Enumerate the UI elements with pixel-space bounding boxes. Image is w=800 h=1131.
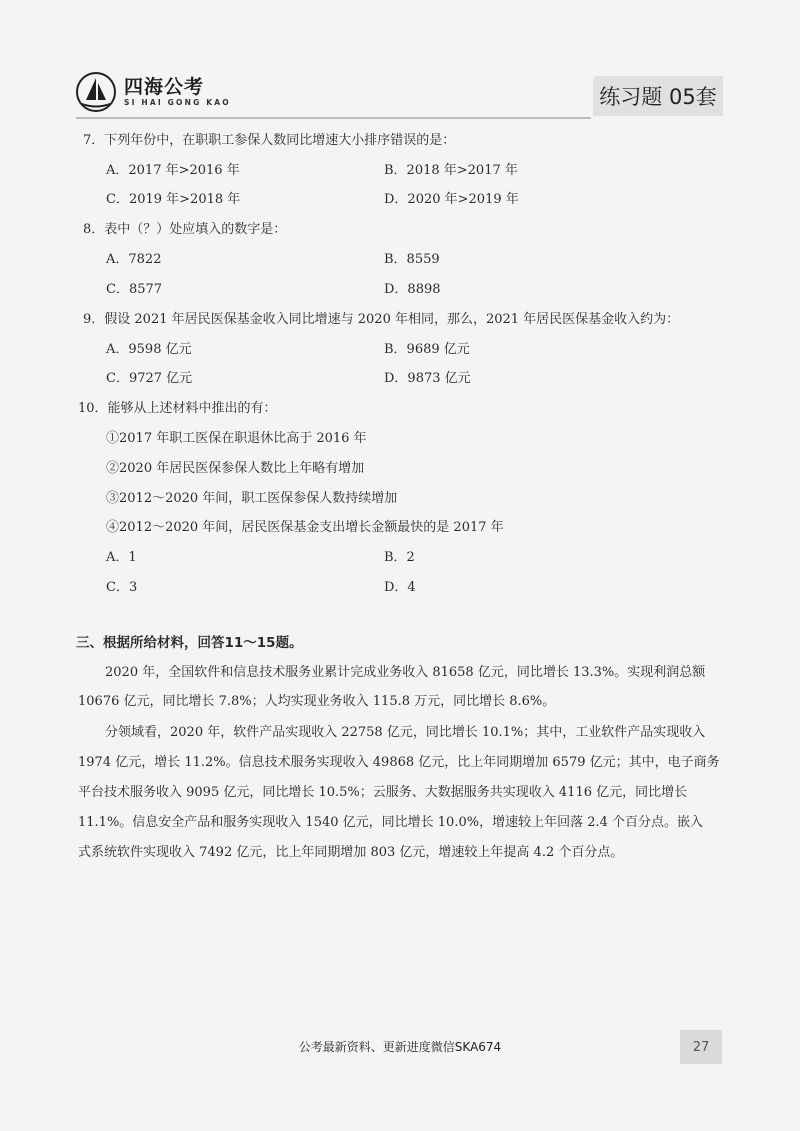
question-10-statement-2: ②2020 年居民医保参保人数比上年略有增加 [106, 461, 365, 476]
question-10-statement-3: ③2012～2020 年间，职工医保参保人数持续增加 [106, 491, 398, 506]
material-paragraph-2-line-5: 式系统软件实现收入 7492 亿元，比上年同期增加 803 亿元，增速较上年提高 4.2 个百分点。 [78, 845, 624, 860]
question-10-option-b: B．2 [384, 550, 415, 565]
question-7-option-b: B．2018 年>2017 年 [384, 163, 518, 178]
question-8-option-c: C．8577 [106, 282, 163, 297]
practice-set-label: 练习题 05套 [593, 76, 723, 116]
question-9-option-b: B．9689 亿元 [384, 342, 470, 357]
material-paragraph-2-line-4: 11.1%。信息安全产品和服务实现收入 1540 亿元，同比增长 10.0%，增速较上年回落 2.4 个百分点。嵌入 [78, 815, 704, 830]
question-8-option-a: A．7822 [106, 252, 162, 267]
question-9-option-a: A．9598 亿元 [106, 342, 192, 357]
question-8-option-b: B．8559 [384, 252, 440, 267]
question-9-option-d: D．9873 亿元 [384, 371, 471, 386]
question-10-stem: 10．能够从上述材料中推出的有： [78, 401, 277, 416]
brand-name: 四海公考 [124, 76, 205, 98]
question-10-option-a: A．1 [106, 550, 137, 565]
question-10-option-c: C．3 [106, 580, 138, 595]
question-10-statement-1: ①2017 年职工医保在职退休比高于 2016 年 [106, 431, 367, 446]
question-9-stem: 9．假设 2021 年居民医保基金收入同比增速与 2020 年相同，那么，2021 年居民医保基金收入约为： [83, 312, 680, 327]
question-10-option-d: D．4 [384, 580, 416, 595]
footer-note: 公考最新资料、更新进度微信SKA674 [298, 1040, 502, 1054]
question-8-stem: 8．表中（？）处应填入的数字是： [83, 222, 287, 237]
question-7-stem: 7．下列年份中，在职职工参保人数同比增速大小排序错误的是： [83, 133, 456, 148]
question-7-option-c: C．2019 年>2018 年 [106, 192, 241, 207]
material-paragraph-2-line-1: 分领域看，2020 年，软件产品实现收入 22758 亿元，同比增长 10.1%；其中，工业软件产品实现收入 [105, 725, 706, 740]
question-9-option-c: C．9727 亿元 [106, 371, 193, 386]
material-paragraph-1-line-2: 10676 亿元，同比增长 7.8%；人均实现业务收入 115.8 万元，同比增长 8.6%。 [78, 694, 556, 709]
brand-logo [76, 72, 231, 112]
sailboat-logo-icon [76, 72, 116, 112]
brand-pinyin: SI HAI GONG KAO [124, 98, 231, 107]
material-paragraph-2-line-2: 1974 亿元，增长 11.2%。信息技术服务实现收入 49868 亿元，比上年同期增加 6579 亿元；其中，电子商务 [78, 755, 720, 770]
material-paragraph-1-line-1: 2020 年，全国软件和信息技术服务业累计完成业务收入 81658 亿元，同比增长 13.3%。实现利润总额 [105, 665, 706, 680]
question-8-option-d: D．8898 [384, 282, 441, 297]
question-10-statement-4: ④2012～2020 年间，居民医保基金支出增长金额最快的是 2017 年 [106, 520, 504, 535]
page-number: 27 [680, 1030, 722, 1064]
question-7-option-d: D．2020 年>2019 年 [384, 192, 519, 207]
header-divider [76, 117, 591, 119]
section-3-title: 三、根据所给材料，回答11～15题。 [76, 635, 303, 651]
question-7-option-a: A．2017 年>2016 年 [106, 163, 240, 178]
material-paragraph-2-line-3: 平台技术服务收入 9095 亿元，同比增长 10.5%；云服务、大数据服务共实现收入 4116 亿元，同比增长 [78, 785, 688, 800]
